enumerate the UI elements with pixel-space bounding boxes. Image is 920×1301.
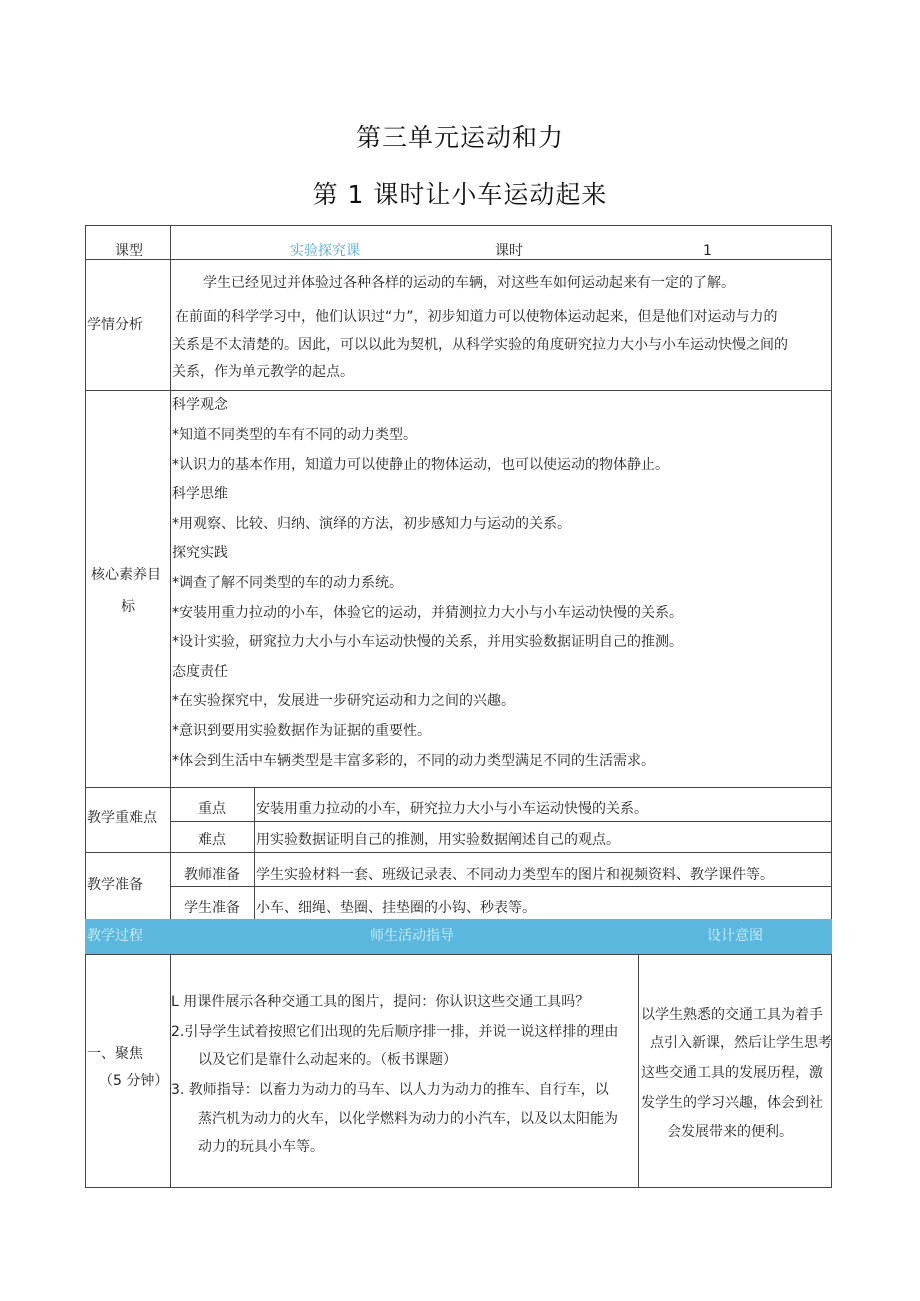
activity-line: 2.引导学生试着按照它们出现的先后顺序排一排，并说一说这样排的理由 <box>171 1024 619 1040</box>
process-col-activity: 师生活动指导 <box>370 928 454 944</box>
activity-line: 3. 教师指导：以畜力为动力的马车、以人力为动力的推车、自行车，以 <box>171 1082 609 1098</box>
class-hours-value: 1 <box>703 243 712 259</box>
intent-line: 以学生熟悉的交通工具为着手 <box>641 1007 823 1023</box>
unit-title: 第三单元运动和力 <box>355 123 564 152</box>
literacy-item: *在实验探究中，发展进一步研究运动和力之间的兴趣。 <box>172 693 515 709</box>
class-hours-label: 课时 <box>495 243 523 259</box>
literacy-item: *知道不同类型的车有不同的动力类型。 <box>172 427 417 443</box>
teacher-prep-text: 学生实验材料一套、班级记录表、不同动力类型车的图片和视频资料、教学课件等。 <box>256 867 774 883</box>
literacy-heading: 科学思维 <box>172 486 228 502</box>
analysis-paragraph: 学生已经见过并体验过各种各样的运动的车辆，对这些车如何运动起来有一定的了解。 <box>203 275 735 291</box>
literacy-item: *认识力的基本作用，知道力可以使静止的物体运动，也可以使运动的物体静止。 <box>172 457 669 473</box>
lesson-plan-table <box>85 225 832 1188</box>
difficult-point-label: 难点 <box>198 832 226 848</box>
process-header-band <box>85 919 832 954</box>
stage-duration: （5 分钟） <box>99 1073 169 1089</box>
course-type-value: 实验探究课 <box>290 243 360 259</box>
literacy-item: *体会到生活中车辆类型是丰富多彩的，不同的动力类型满足不同的生活需求。 <box>172 753 655 769</box>
process-col-intent: 设计意图 <box>707 928 763 944</box>
key-point-label: 重点 <box>198 801 226 817</box>
teacher-prep-label: 教师准备 <box>184 867 240 883</box>
analysis-paragraph: 在前面的科学学习中，他们认识过“力”，初步知道力可以使物体运动起来，但是他们对运动与力的 <box>175 309 778 325</box>
literacy-label-cont: 标 <box>121 599 135 615</box>
lesson-title: 第 1 课时让小车运动起来 <box>312 180 608 209</box>
literacy-item: *意识到要用实验数据作为证据的重要性。 <box>172 723 431 739</box>
literacy-item: *安装用重力拉动的小车，体验它的运动，并猜测拉力大小与小车运动快慢的关系。 <box>172 605 683 621</box>
literacy-item: *用观察、比较、归纳、演绎的方法，初步感知力与运动的关系。 <box>172 516 571 532</box>
analysis-paragraph: 关系是不太清楚的。因此，可以以此为契机，从科学实验的角度研究拉力大小与小车运动快慢之间的 <box>172 337 788 353</box>
preparation-label: 教学准备 <box>87 877 143 893</box>
intent-line: 这些交通工具的发展历程，激 <box>641 1065 823 1081</box>
literacy-heading: 探究实践 <box>172 545 228 561</box>
stage-name: 一、聚焦 <box>87 1046 143 1062</box>
student-prep-text: 小车、细绳、垫圈、挂垫圈的小钩、秒表等。 <box>256 900 536 916</box>
analysis-paragraph: 关系，作为单元教学的起点。 <box>172 364 354 380</box>
intent-line: 点引入新课，然后让学生思考 <box>650 1035 832 1051</box>
activity-line: 蒸汽机为动力的火车，以化学燃料为动力的小汽车，以及以太阳能为 <box>198 1111 618 1127</box>
key-points-label: 教学重难点 <box>87 810 157 826</box>
analysis-label: 学情分析 <box>87 317 143 333</box>
activity-line: 动力的玩具小车等。 <box>198 1139 324 1155</box>
literacy-heading: 科学观念 <box>172 397 228 413</box>
course-type-label: 课型 <box>115 243 143 259</box>
literacy-item: *调查了解不同类型的车的动力系统。 <box>172 575 403 591</box>
key-point-text: 安装用重力拉动的小车，研究拉力大小与小车运动快慢的关系。 <box>256 801 648 817</box>
literacy-item: *设计实验，研窕拉力大小与小车运动快慢的关系，并用实验数据证明自己的推测。 <box>172 634 683 650</box>
process-col-stage: 教学过程 <box>87 928 143 944</box>
intent-line: 发学生的学习兴趣，体会到社 <box>641 1095 823 1111</box>
intent-line: 会发展带来的便利。 <box>667 1124 793 1140</box>
activity-line: L 用课件展示各种交通工具的图片，提问：你认识这些交通工具吗？ <box>171 994 590 1010</box>
literacy-label: 核心素养目 <box>91 567 161 583</box>
activity-line: 以及它们是靠什么动起来的。（板书课题） <box>198 1052 457 1068</box>
student-prep-label: 学生准备 <box>184 900 240 916</box>
difficult-point-text: 用实验数据证明自己的推测，用实验数据阐述自己的观点。 <box>256 832 620 848</box>
literacy-heading: 态度责任 <box>172 664 228 680</box>
